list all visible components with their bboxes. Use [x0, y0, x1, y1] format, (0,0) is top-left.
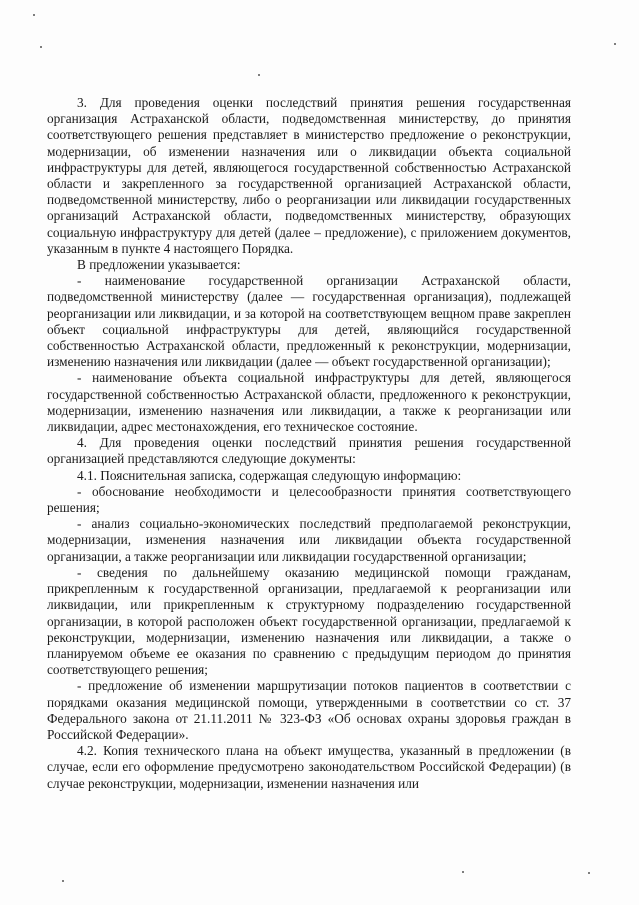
- paragraph: - наименование объекта социальной инфраструктуры для детей, являющегося государственной собственностью Астраханской области, предложенного к реконструкции, модернизации, изменению назначения или ликвидации, а также к реорганизации или ликвидации, адрес местонахождения, его техническое состояние.: [47, 370, 571, 435]
- paragraph: - обоснование необходимости и целесообразности принятия соответствующего решения;: [47, 483, 571, 516]
- scan-speck: [588, 872, 590, 874]
- scan-speck: [62, 880, 64, 882]
- paragraph: В предложении указывается:: [77, 257, 241, 273]
- scan-speck: [33, 14, 35, 16]
- paragraph: - анализ социально-экономических последствий предполагаемой реконструкции, модернизации, изменения назначения или ликвидации объекта государственной организации, а также реорганизации или ликвидации государственной организации;: [47, 516, 571, 564]
- paragraph: - предложение об изменении маршрутизации потоков пациентов в соответствии с порядками оказания медицинской помощи, утвержденными в соответствии со ст. 37 Федерального закона от 21.11.2011 № 323-ФЗ «Об основах охраны здоровья граждан в Российской Федерации».: [47, 678, 571, 742]
- scan-speck: [258, 74, 260, 76]
- scan-speck: [462, 871, 464, 873]
- paragraph: 4. Для проведения оценки последствий принятия решения государственной организацией представляются следующие документы:: [47, 435, 571, 467]
- paragraph: 3. Для проведения оценки последствий принятия решения государственная организация Астраханской области, подведомственная министерству, до принятия соответствующего решения представляет в министерство предложение о реконструкции, модернизации, об изменении назначения или о ликвидации объекта социальной инфраструктуры для детей, являющегося государственной собственностью Астраханской области и закрепленного за государственной организацией Астраханской области, подведомственной министерству, либо о реорганизации или ликвидации государственных организаций Астраханской области, подведомственных министерству, образующих социальную инфраструктуру для детей (далее – предложение), с приложением документов, указанным в пункте 4 настоящего Порядка.: [47, 95, 571, 256]
- paragraph: - сведения по дальнейшему оказанию медицинской помощи гражданам, прикрепленным к государственной организации, предлагаемой к реорганизации или ликвидации, или прикрепленным к структурному подразделению государственной организации, в которой расположен объект государственной организации, предлагаемой к реконструкции, модернизации, изменению назначения или ликвидации, а также о планируемом объеме ее оказания по сравнению с предыдущим периодом до принятия соответствующего решения;: [47, 564, 571, 678]
- scan-speck: [614, 43, 616, 45]
- paragraph: - наименование государственной организации Астраханской области, подведомственной министерству (далее — государственная организация), подлежащей реорганизации или ликвидации, и за которой на соответствующем вещном праве закреплен объект социальной инфраструктуры для детей, являющийся государственной собственностью Астраханской области, предложенный к реконструкции, модернизации, изменению назначения или ликвидации (далее — объект государственной организации);: [47, 273, 571, 370]
- document-body: [47, 95, 571, 792]
- paragraph: 4.2. Копия технического плана на объект имущества, указанный в предложении (в случае, если его оформление предусмотрено законодательством Российской Федерации) (в случае реконструкции, модернизации, изменении назначения или: [47, 743, 571, 791]
- paragraph: 4.1. Пояснительная записка, содержащая следующую информацию:: [77, 467, 462, 483]
- scan-speck: [40, 46, 42, 48]
